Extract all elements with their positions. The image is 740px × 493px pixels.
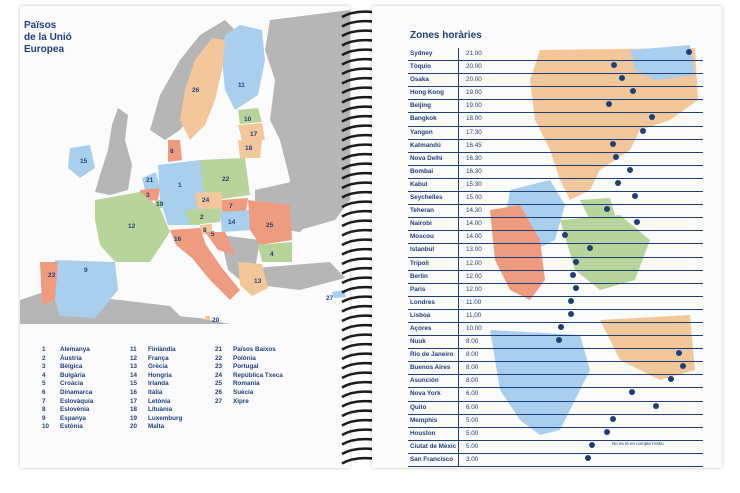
legend-item [40, 355, 93, 364]
legend-item [40, 406, 93, 415]
timezone-time: 19.00 [466, 102, 482, 110]
legend-item [40, 398, 93, 407]
timezone-city: Nova Delhi [410, 154, 443, 162]
country-slovakia [222, 198, 248, 212]
legend-country-name: Irlanda [148, 380, 169, 388]
legend-number: 17 [130, 397, 138, 405]
column-divider [458, 310, 459, 322]
legend-item [40, 423, 93, 432]
timezone-row [408, 140, 703, 153]
map-num-3: 3 [146, 192, 150, 199]
country-bulgaria [258, 242, 292, 262]
city-location-dot [632, 193, 638, 199]
timezone-time: 13.00 [466, 246, 482, 254]
legend-number: 24 [215, 371, 223, 379]
legend-country-name: Eslovàquia [60, 397, 94, 405]
legend-item [40, 415, 93, 424]
city-location-dot [606, 101, 612, 107]
city-location-dot [653, 403, 659, 409]
city-location-dot [573, 259, 579, 265]
city-location-dot [562, 232, 568, 238]
timezone-time: 18.00 [466, 115, 482, 123]
map-num-19: 19 [156, 201, 164, 208]
legend-item [213, 355, 283, 364]
column-divider [458, 375, 459, 387]
legend-number: 20 [130, 423, 138, 431]
city-location-dot [676, 350, 682, 356]
legend-country-name: Portugal [233, 363, 259, 371]
map-num-11: 11 [238, 82, 245, 89]
legend-item [40, 346, 93, 355]
column-divider [458, 297, 459, 309]
map-num-1: 1 [178, 182, 182, 189]
legend-number: 26 [215, 388, 223, 396]
city-location-dot [627, 167, 633, 173]
column-divider [458, 271, 459, 283]
legend-number: 15 [130, 380, 138, 388]
timezone-city: Açores [410, 324, 432, 332]
timezone-time: 16.30 [466, 167, 482, 175]
timezone-time: 15.00 [466, 194, 482, 202]
legend-country-name: França [148, 354, 169, 362]
timezone-time: 21.00 [466, 50, 482, 57]
city-location-dot [568, 298, 574, 304]
timezones-title: Zones horàries [410, 30, 482, 41]
legend-item [128, 389, 182, 398]
timezone-city: Buenos Aires [410, 364, 451, 372]
timezone-city: Bombai [410, 167, 434, 175]
timezone-row [408, 454, 703, 467]
map-num-26: 26 [192, 87, 200, 94]
legend-country-name: Dinamarca [60, 388, 93, 396]
timezone-city: San Francisco [410, 455, 454, 463]
timezone-time: 10.00 [466, 324, 482, 332]
column-divider [458, 428, 459, 440]
timezone-time: 8.00 [466, 338, 479, 346]
timezone-row [408, 61, 703, 74]
timezone-time: 16.30 [466, 154, 482, 162]
map-num-17: 17 [250, 131, 258, 138]
timezone-time: 12.00 [466, 285, 482, 293]
timezone-city: Houston [410, 429, 436, 437]
timezone-city: Nova York [410, 390, 441, 398]
city-location-dot [589, 442, 595, 448]
legend-number: 27 [215, 397, 223, 405]
column-divider [458, 349, 459, 361]
legend-country-name: Grècia [148, 363, 168, 371]
city-location-dot [680, 363, 686, 369]
map-num-22: 22 [222, 176, 230, 183]
legend-number: 22 [215, 354, 223, 362]
timezone-row [408, 428, 703, 441]
column-divider [458, 140, 459, 152]
legend-country-name: Bulgària [60, 371, 86, 379]
timezone-time: 6.00 [466, 390, 479, 398]
city-location-dot [610, 416, 616, 422]
map-num-10: 10 [244, 116, 252, 123]
city-location-dot [640, 128, 646, 134]
legend-number: 11 [130, 346, 137, 353]
column-divider [458, 87, 459, 99]
legend-number: 3 [42, 363, 46, 371]
legend-item [128, 380, 182, 389]
map-num-9: 9 [84, 267, 88, 274]
legend-number: 5 [42, 380, 46, 388]
country-hungary [220, 210, 252, 232]
timezone-row [408, 87, 703, 100]
legend-number: 19 [130, 414, 138, 422]
timezone-city: Istanbul [410, 246, 435, 254]
city-location-dot [585, 455, 591, 461]
map-title [24, 20, 72, 56]
timezone-row [408, 231, 703, 244]
city-location-dot [587, 245, 593, 251]
city-location-dot [604, 429, 610, 435]
city-location-dot [629, 389, 635, 395]
timezone-row [408, 153, 703, 166]
map-num-27: 27 [326, 295, 334, 302]
legend-number: 12 [130, 354, 138, 362]
timezone-time: 19.00 [466, 89, 482, 97]
column-divider [458, 218, 459, 230]
timezone-city: Paris [410, 285, 426, 293]
timezone-row [408, 113, 703, 126]
map-num-7: 7 [229, 203, 233, 210]
column-divider [458, 244, 459, 256]
column-divider [458, 113, 459, 125]
timezone-city: Quito [410, 403, 427, 411]
legend-number: 2 [42, 354, 46, 362]
legend-item [213, 372, 283, 381]
timezone-time: 14.00 [466, 233, 482, 241]
map-num-20: 20 [212, 317, 220, 324]
legend-number: 1 [42, 346, 46, 353]
map-num-24: 24 [202, 197, 210, 204]
city-location-dot [613, 154, 619, 160]
legend-country-name: Romania [233, 380, 260, 388]
column-divider [458, 192, 459, 204]
timezone-city: Asunción [410, 377, 439, 385]
legend-number: 21 [215, 346, 223, 353]
timezone-time: 14.30 [466, 207, 482, 215]
legend-item [128, 423, 182, 432]
timezone-time: 17.30 [466, 128, 482, 136]
map-num-25: 25 [266, 222, 274, 229]
city-location-dot [668, 376, 674, 382]
legend-number: 10 [42, 423, 50, 431]
legend-item [213, 346, 283, 355]
legend-item [213, 389, 283, 398]
map-num-4: 4 [270, 251, 274, 258]
legend-country-name: Polònia [233, 354, 256, 362]
column-divider [458, 100, 459, 112]
column-divider [458, 336, 459, 348]
map-num-16: 16 [174, 236, 182, 243]
legend-country-name: República Txeca [233, 371, 283, 379]
timezone-city: Moscou [410, 233, 434, 241]
timezones-table [408, 48, 703, 467]
city-location-dot [610, 141, 616, 147]
timezone-time: 11.00 [466, 298, 482, 306]
map-num-2: 2 [200, 214, 204, 221]
legend-country-name: Lituània [148, 406, 173, 414]
timezone-time: 5.00 [466, 416, 479, 424]
timezone-time: 12.00 [466, 259, 482, 267]
city-location-dot [615, 180, 621, 186]
column-divider [458, 205, 459, 217]
timezone-city: Hong Kong [410, 89, 444, 97]
timezone-row [408, 100, 703, 113]
map-num-14: 14 [228, 219, 236, 226]
timezone-city: Teheran [410, 207, 435, 215]
legend-country-name: Finlàndia [148, 346, 176, 353]
timezone-row [408, 205, 703, 218]
timezone-city: Kabul [410, 180, 428, 188]
timezone-time: 15.30 [466, 180, 482, 188]
timezone-city: Bangkok [410, 115, 437, 123]
timezone-row [408, 362, 703, 375]
map-num-18: 18 [245, 145, 253, 152]
legend-item [128, 355, 182, 364]
timezone-row [408, 258, 703, 271]
city-location-dot [556, 337, 562, 343]
legend-number: 16 [130, 388, 138, 396]
legend-country-name: Estònia [60, 423, 83, 431]
legend-number: 6 [42, 388, 46, 396]
timezone-row [408, 179, 703, 192]
legend-item [40, 363, 93, 372]
legend-country-name: Àustria [60, 354, 82, 362]
timezone-row [408, 375, 703, 388]
timezone-city: Berlin [410, 272, 428, 280]
legend-country-name: Xipre [233, 397, 249, 405]
city-location-dot [630, 88, 636, 94]
timezone-time: 8.00 [466, 351, 479, 359]
legend-country-name: Letònia [148, 397, 171, 405]
timezone-city: Londres [410, 298, 435, 306]
legend-column [128, 346, 182, 432]
legend-number: 23 [215, 363, 223, 371]
city-location-dot [568, 311, 574, 317]
legend-country-name: Països Baixos [233, 346, 276, 353]
column-divider [458, 454, 459, 466]
timezone-city: Nuuk [410, 338, 426, 346]
city-location-dot [573, 285, 579, 291]
timezone-city: Lisboa [410, 311, 431, 319]
timezone-city: Ciutat de Mèxic [410, 442, 457, 450]
timezone-time: 8.00 [466, 377, 479, 385]
legend-item [213, 380, 283, 389]
timezone-row [408, 192, 703, 205]
map-num-21: 21 [146, 177, 154, 184]
column-divider [458, 231, 459, 243]
legend-country-name: Luxemburg [148, 414, 183, 422]
city-location-dot [604, 206, 610, 212]
column-divider [458, 388, 459, 400]
legend-item [128, 398, 182, 407]
map-num-6: 6 [170, 148, 174, 155]
map-num-15: 15 [80, 158, 88, 165]
column-divider [458, 284, 459, 296]
legend-number: 25 [215, 380, 223, 388]
timezone-city: Nairobi [410, 220, 432, 228]
timezone-city: Sydney [410, 50, 433, 57]
timezone-time: 5.00 [466, 442, 479, 450]
legend-country-name: Alemanya [60, 346, 90, 353]
timezone-time: 8.00 [466, 364, 479, 372]
timezone-row [408, 415, 703, 428]
timezone-time: 5.00 [466, 429, 479, 437]
column-divider [458, 166, 459, 178]
timezone-row [408, 297, 703, 310]
legend-country-name: Croàcia [60, 380, 84, 388]
legend-country-name: Eslovènia [60, 406, 90, 414]
column-divider [458, 441, 459, 453]
column-divider [458, 362, 459, 374]
timezone-row [408, 349, 703, 362]
city-location-dot [686, 49, 692, 55]
column-divider [458, 48, 459, 60]
map-num-12: 12 [128, 223, 136, 230]
map-num-8: 8 [203, 227, 207, 234]
legend-number: 4 [42, 371, 46, 379]
timezone-row [408, 48, 703, 61]
map-num-13: 13 [254, 278, 262, 285]
timezone-city: Beijing [410, 102, 431, 110]
legend-item [213, 363, 283, 372]
map-num-23: 23 [48, 272, 56, 279]
timezone-row [408, 323, 703, 336]
timezone-city: Tòquio [410, 63, 431, 71]
timezone-city: Seychelles [410, 194, 443, 202]
city-location-dot [634, 219, 640, 225]
map-num-5: 5 [211, 231, 215, 238]
timezone-row [408, 388, 703, 401]
timezone-time: 12.00 [466, 272, 482, 280]
column-divider [458, 402, 459, 414]
city-location-dot [611, 62, 617, 68]
legend-country-name: Espanya [60, 414, 86, 422]
timezone-city: Katmandú [410, 141, 441, 149]
timezone-time: 11.00 [466, 311, 482, 319]
legend-number: 7 [42, 397, 46, 405]
timezone-time: 14.00 [466, 220, 482, 228]
column-divider [458, 153, 459, 165]
map-title-line: Europea [24, 44, 65, 55]
legend-item [128, 372, 182, 381]
timezone-city: Memphis [410, 416, 438, 424]
country-malta [205, 316, 210, 320]
legend-item [128, 363, 182, 372]
legend-item [40, 372, 93, 381]
timezone-row [408, 218, 703, 231]
legend-column [40, 346, 93, 432]
column-divider [458, 61, 459, 73]
city-location-dot [649, 114, 655, 120]
timezone-row [408, 284, 703, 297]
timezone-city: Trípoli [410, 259, 429, 267]
map-title-line: de la Unió [24, 32, 72, 43]
column-divider [458, 179, 459, 191]
timezone-city: Osaka [410, 76, 429, 84]
legend-number: 9 [42, 414, 46, 422]
city-location-dot [558, 324, 564, 330]
timezone-row [408, 74, 703, 87]
map-title-line: Països [24, 20, 57, 31]
timezone-time: 3.00 [466, 455, 479, 463]
summer-time-note: No es té en compte l'estiu [612, 441, 664, 446]
timezone-time: 16.45 [466, 141, 482, 149]
timezone-row [408, 271, 703, 284]
timezone-time: 6.00 [466, 403, 479, 411]
column-divider [458, 323, 459, 335]
legend-item [213, 398, 283, 407]
city-location-dot [619, 75, 625, 81]
legend-country-name: Suècia [233, 388, 254, 396]
timezone-row [408, 166, 703, 179]
city-location-dot [570, 272, 576, 278]
legend-item [128, 406, 182, 415]
legend-country-name: Itàlia [148, 388, 163, 396]
timezone-time: 20.00 [466, 63, 482, 71]
legend-country-name: Malta [148, 423, 165, 431]
timezone-row [408, 336, 703, 349]
legend-country-name: Bèlgica [60, 363, 83, 371]
timezone-row [408, 402, 703, 415]
legend-item [128, 415, 182, 424]
legend-item [128, 346, 182, 355]
legend-item [40, 389, 93, 398]
column-divider [458, 127, 459, 139]
legend-number: 14 [130, 371, 138, 379]
column-divider [458, 258, 459, 270]
legend-country-name: Hongria [148, 371, 172, 379]
timezone-row [408, 310, 703, 323]
column-divider [458, 74, 459, 86]
timezone-row [408, 244, 703, 257]
column-divider [458, 415, 459, 427]
timezone-row [408, 127, 703, 140]
legend-number: 18 [130, 406, 138, 414]
legend-number: 13 [130, 363, 138, 371]
legend-number: 8 [42, 406, 46, 414]
timezone-city: Rio de Janeiro [410, 351, 454, 359]
timezone-time: 20.00 [466, 76, 482, 84]
timezone-city: Yangon [410, 128, 433, 136]
legend-column [213, 346, 283, 406]
legend-item [40, 380, 93, 389]
